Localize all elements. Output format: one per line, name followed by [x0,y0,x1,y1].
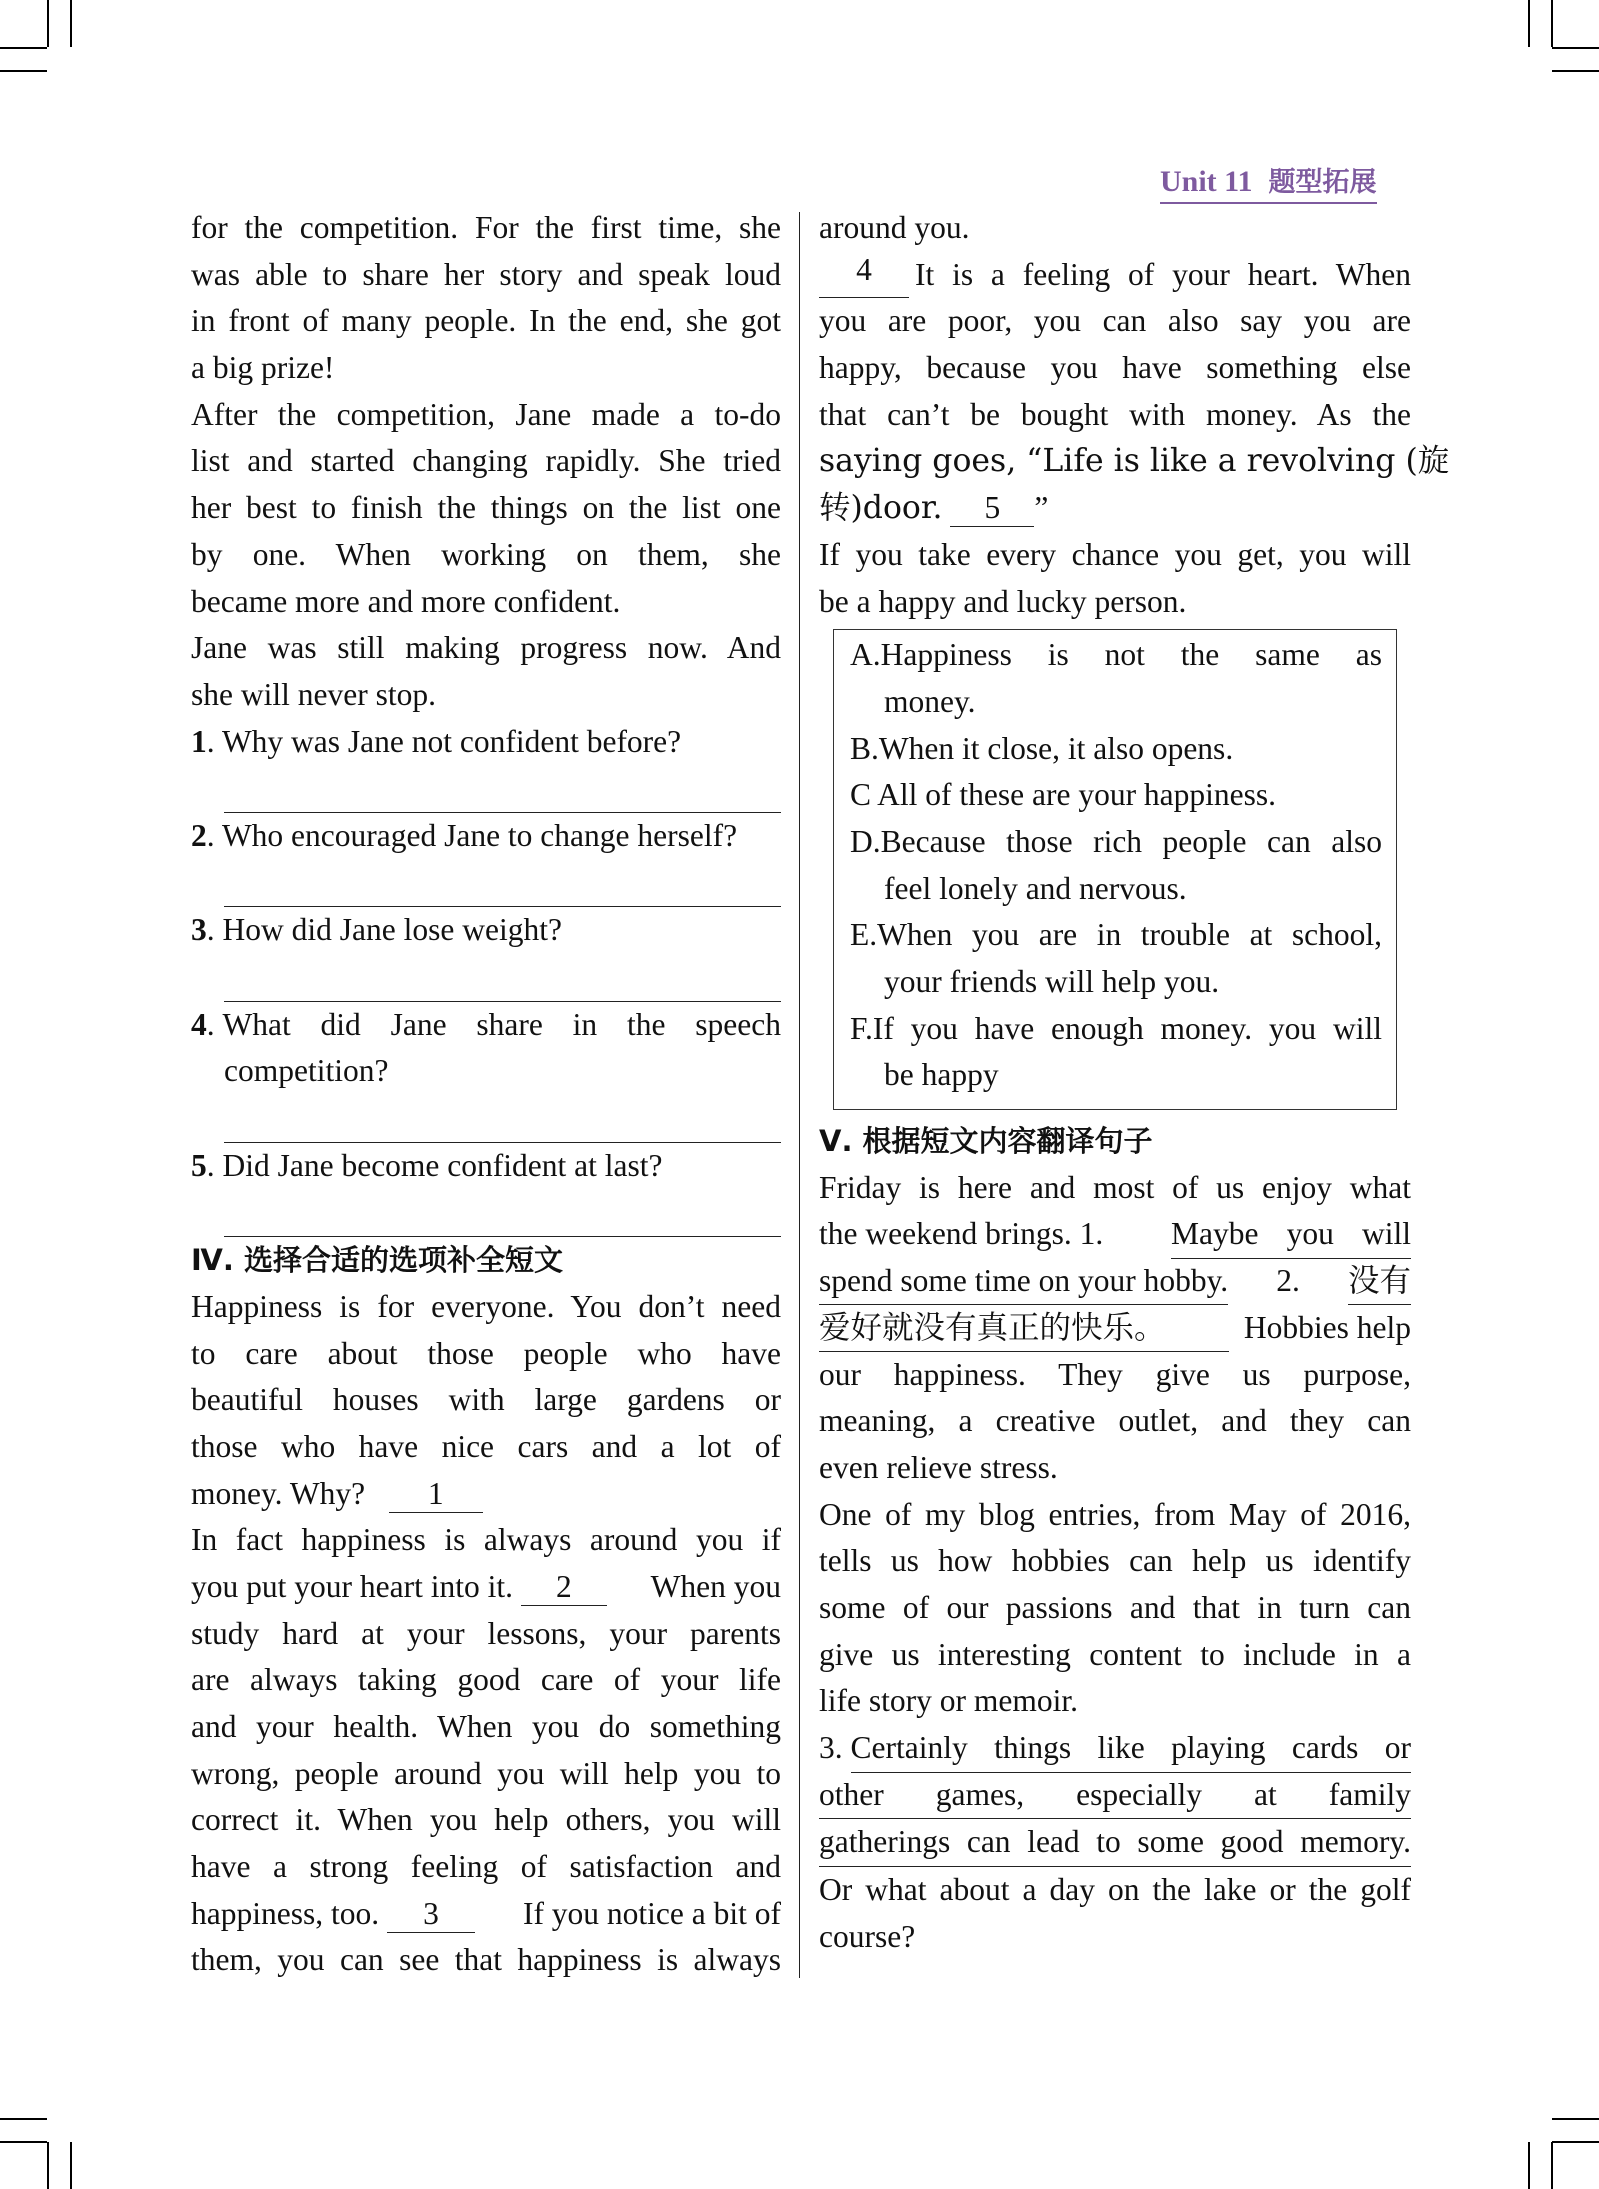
passage-line: a big prize! [191,350,335,386]
passage-line: 4 It is a feeling of your heart. When [819,252,1411,299]
crop-mark [70,0,72,47]
passage-line: them, you can see that happiness is always [191,1942,781,1978]
option-d [850,819,1382,912]
passage-line: to care about those people who have [191,1335,781,1371]
right-column [819,205,1450,1960]
answer-2-part2[interactable]: 爱好就没有真正的快乐。 [819,1305,1229,1352]
crop-mark [0,2118,47,2120]
crop-mark [1551,0,1553,47]
blank-4[interactable]: 4 [819,252,909,299]
column-divider [799,212,800,1978]
passage-line: beautiful houses with large gardens or [191,1382,781,1418]
passage-line: tells us how hobbies can help us identify [819,1543,1411,1579]
option-text: All of these are your happiness. [877,777,1277,813]
crop-mark [1552,2141,1599,2143]
unit-label: Unit 11 [1160,165,1253,198]
passage-line: you put your heart into it. 2 When you [191,1568,781,1604]
question-text-cont: competition? [224,1053,389,1089]
crop-mark [1551,2142,1553,2189]
question-text: Who encouraged Jane to change herself? [221,817,738,853]
option-text-cont: feel lonely and nervous. [884,870,1187,906]
passage-line: life story or memoir. [819,1683,1078,1719]
option-text: When you are in trouble at school, [877,917,1382,953]
question-item: 4 . What did Jane share in the speech competition? [191,1002,781,1143]
section-4 [191,1237,781,1984]
option-text: When it close, it also opens. [878,730,1234,766]
passage-line: saying goes, “Life is like a revolving (旋 [819,443,1450,480]
passage-line: 爱好就没有真正的快乐。 Hobbies help [819,1305,1411,1352]
passage-line: the weekend brings. 1. Maybe you will [819,1211,1411,1258]
crop-mark [0,70,47,72]
crop-mark [1552,70,1599,72]
section-4-title: Ⅳ. 选择合适的选项补全短文 [191,1243,563,1278]
passage-line: for the competition. For the first time, she [191,210,781,245]
passage-line: After the competition, Jane made a to-do [191,396,781,432]
answer-line[interactable] [224,765,781,813]
passage-line: wrong, people around you will help you to [191,1755,781,1791]
passage-line: even relieve stress. [819,1449,1058,1485]
passage-line: One of my blog entries, from May of 2016, [819,1496,1411,1532]
option-c [850,772,1382,819]
passage-line: Or what about a day on the lake or the golf [819,1872,1411,1908]
question-item: 5. Did Jane become confident at last? [191,1143,781,1237]
crop-mark [0,47,47,49]
question-number: 2 [191,817,207,853]
crop-mark [70,2142,72,2189]
unit-title-cn: 题型拓展 [1268,167,1377,198]
option-label: B. [850,730,879,766]
passage-line: money. Why? 1 [191,1471,781,1518]
passage-line: 3. Certainly things like playing cards or [819,1725,1411,1772]
passage-line: some of our passions and that in turn can [819,1589,1411,1625]
passage-line: course? [819,1918,916,1954]
passage-line: correct it. When you help others, you will [191,1802,781,1838]
option-label: F. [850,1010,873,1046]
passage-line: spend some time on your hobby. 2. 没有 [819,1258,1411,1305]
blank-5[interactable]: 5 [950,490,1034,527]
passage-line: around you. [819,210,970,245]
question-text: Did Jane become confident at last? [222,1147,663,1183]
passage-line: meaning, a creative outlet, and they can [819,1403,1411,1439]
passage-line: Friday is here and most of us enjoy what [819,1169,1411,1205]
question-item: 1. Why was Jane not confident before? [191,719,781,813]
passage-line: those who have nice cars and a lot of [191,1428,781,1464]
passage-line: list and started changing rapidly. She tried [191,443,781,479]
crop-mark [1552,47,1599,49]
passage-line: happy, because you have something else [819,350,1411,386]
option-f [850,1006,1382,1099]
passage-line: have a strong feeling of satisfaction and [191,1849,781,1885]
section-5-title: Ⅴ. 根据短文内容翻译句子 [819,1124,1153,1159]
blank-3[interactable]: 3 [387,1896,475,1933]
crop-mark [1528,0,1530,47]
blank-2[interactable]: 2 [521,1569,607,1606]
option-text-cont: your friends will help you. [884,964,1220,999]
answer-line[interactable] [224,860,781,908]
crop-mark [1528,2142,1530,2189]
answer-1-part2[interactable]: spend some time on your hobby. [819,1258,1228,1305]
passage-line: 转)door. 5 ” [819,490,1049,527]
passage-line: happiness, too. 3 If you notice a bit of [191,1895,781,1931]
answer-line[interactable] [224,1189,781,1237]
question-text: Why was Jane not confident before? [221,723,682,759]
option-text: Because those rich people can also [880,823,1382,859]
passage-line: by one. When working on them, she [191,536,781,572]
passage-line: you are poor, you can also say you are [819,303,1411,339]
crop-mark [1552,2118,1599,2120]
passage-line: became more and more confident. [191,583,621,619]
question-number: 4 [191,1006,207,1042]
crop-mark [47,2142,49,2189]
option-a [850,632,1382,725]
passage-line: our happiness. They give us purpose, [819,1356,1411,1392]
answer-2-part1[interactable]: 没有 [1348,1258,1411,1305]
passage-line: that can’t be bought with money. As the [819,396,1411,432]
answer-3-part2[interactable]: other games, especially at family [819,1772,1411,1820]
unit-header [1160,164,1377,204]
question-item: 2. Who encouraged Jane to change herself? [191,813,781,907]
question-number: 1 [191,723,207,759]
left-column [191,205,781,1984]
question-item: 3. How did Jane lose weight? [191,907,781,1001]
passage-line: and your health. When you do something [191,1709,781,1744]
passage-line: If you take every chance you get, you will [819,536,1411,572]
blank-1[interactable]: 1 [389,1476,483,1513]
question-text: What did Jane share in the speech [222,1006,781,1042]
passage-line: Happiness is for everyone. You don’t need [191,1288,781,1324]
comprehension-questions [191,719,781,1238]
option-b [850,726,1382,773]
answer-3-part3[interactable]: gatherings can lead to some good memory. [819,1819,1411,1867]
section-5 [819,1118,1411,1960]
answer-1-part1[interactable]: Maybe you will [1171,1211,1411,1259]
passage-line: her best to finish the things on the list one [191,490,781,526]
option-label: C [850,777,872,813]
answer-line[interactable] [224,954,781,1002]
reading-passage-end [191,205,781,719]
crop-mark [0,2141,47,2143]
option-text-cont: money. [884,683,976,719]
passage-line: be a happy and lucky person. [819,583,1187,619]
question-number: 3 [191,912,207,948]
options-box [833,629,1397,1110]
crop-mark [47,0,49,47]
option-text: If you have enough money. you will [872,1010,1382,1046]
passage-line: Jane was still making progress now. And [191,630,781,666]
answer-3-part1[interactable]: Certainly things like playing cards or [851,1725,1412,1773]
option-e [850,912,1382,1005]
answer-line[interactable] [224,1095,781,1143]
passage-line: In fact happiness is always around you if [191,1522,781,1558]
question-number: 5 [191,1147,207,1183]
question-text: How did Jane lose weight? [222,912,562,948]
passage-line: are always taking good care of your life [191,1662,781,1698]
option-label: D. [850,823,881,859]
passage-line: was able to share her story and speak loud [191,256,781,292]
option-label: A. [850,637,881,673]
passage-line: study hard at your lessons, your parents [191,1615,781,1651]
passage-line: she will never stop. [191,676,436,712]
passage-line: in front of many people. In the end, she got [191,303,781,339]
option-text: Happiness is not the same as [880,637,1382,673]
option-text-cont: be happy [884,1057,999,1093]
option-label: E. [850,917,878,953]
passage-line: give us interesting content to include in a [819,1636,1411,1672]
